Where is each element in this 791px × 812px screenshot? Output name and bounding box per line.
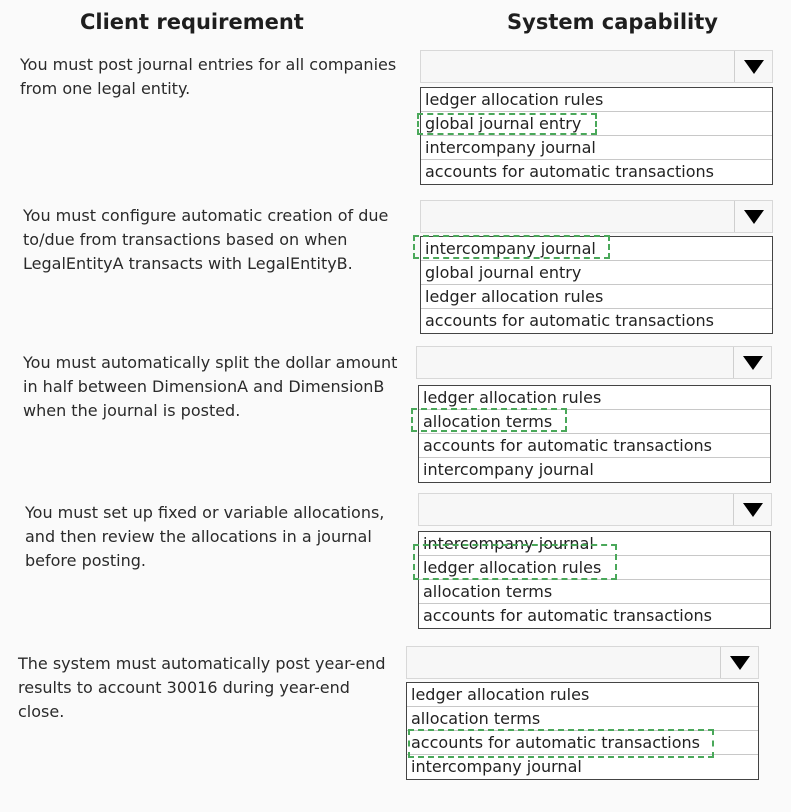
requirement-5 — [18, 652, 386, 724]
option[interactable]: global journal entry — [421, 112, 772, 136]
requirement-2-line-1: You must configure automatic creation of due — [23, 206, 389, 225]
dropdown-3[interactable] — [416, 346, 772, 379]
dropdown-1[interactable] — [420, 50, 773, 83]
requirement-3-line-3: when the journal is posted. — [23, 401, 241, 420]
option[interactable]: ledger allocation rules — [407, 683, 758, 707]
dropdown-4[interactable] — [418, 493, 772, 526]
option[interactable]: accounts for automatic transactions — [425, 311, 714, 330]
option[interactable]: intercompany journal — [421, 136, 772, 160]
chevron-down-icon[interactable] — [720, 647, 758, 678]
option[interactable]: ledger allocation rules — [421, 88, 772, 112]
requirement-1 — [20, 53, 396, 101]
dropdown-3-options — [418, 385, 771, 483]
dropdown-4-options — [418, 531, 771, 629]
option[interactable]: allocation terms — [419, 580, 770, 604]
chevron-down-icon[interactable] — [733, 347, 771, 378]
option[interactable]: accounts for automatic transactions — [425, 162, 714, 181]
option[interactable]: ledger allocation rules — [419, 556, 770, 580]
dropdown-1-options — [420, 87, 773, 185]
requirement-3-line-2: in half between DimensionA and DimensionB — [23, 377, 385, 396]
client-requirement-header: Client requirement — [80, 10, 304, 34]
requirement-5-line-1: The system must automatically post year-end — [18, 654, 386, 673]
requirement-4 — [25, 501, 384, 573]
chevron-down-icon[interactable] — [734, 201, 772, 232]
option[interactable]: intercompany journal — [421, 237, 772, 261]
requirement-3 — [23, 351, 397, 423]
dropdown-2[interactable] — [420, 200, 773, 233]
requirement-2-line-3: LegalEntityA transacts with LegalEntityB. — [23, 254, 353, 273]
option[interactable]: intercompany journal — [419, 532, 770, 556]
requirement-1-line-1: You must post journal entries for all companies — [20, 55, 397, 74]
requirement-2-line-2: to/due from transactions based on when — [23, 230, 348, 249]
requirement-5-line-3: close. — [18, 702, 65, 721]
option[interactable]: accounts for automatic transactions — [419, 434, 770, 458]
option[interactable]: ledger allocation rules — [421, 285, 772, 309]
requirement-1-line-2: from one legal entity. — [20, 79, 191, 98]
option[interactable]: intercompany journal — [423, 460, 594, 479]
option[interactable]: global journal entry — [421, 261, 772, 285]
requirement-5-line-2: results to account 30016 during year-end — [18, 678, 350, 697]
option[interactable]: allocation terms — [419, 410, 770, 434]
chevron-down-icon[interactable] — [734, 51, 772, 82]
requirement-2 — [23, 204, 388, 276]
requirement-4-line-3: before posting. — [25, 551, 146, 570]
option[interactable]: ledger allocation rules — [419, 386, 770, 410]
option[interactable]: allocation terms — [407, 707, 758, 731]
dropdown-5[interactable] — [406, 646, 759, 679]
requirement-4-line-1: You must set up fixed or variable allocations, — [25, 503, 385, 522]
option[interactable]: accounts for automatic transactions — [423, 606, 712, 625]
system-capability-header: System capability — [507, 10, 718, 34]
dropdown-2-options — [420, 236, 773, 334]
chevron-down-icon[interactable] — [733, 494, 771, 525]
requirement-3-line-1: You must automatically split the dollar amount — [23, 353, 398, 372]
option[interactable]: accounts for automatic transactions — [407, 731, 758, 755]
requirement-4-line-2: and then review the allocations in a journal — [25, 527, 372, 546]
dropdown-5-options — [406, 682, 759, 780]
option[interactable]: intercompany journal — [411, 757, 582, 776]
